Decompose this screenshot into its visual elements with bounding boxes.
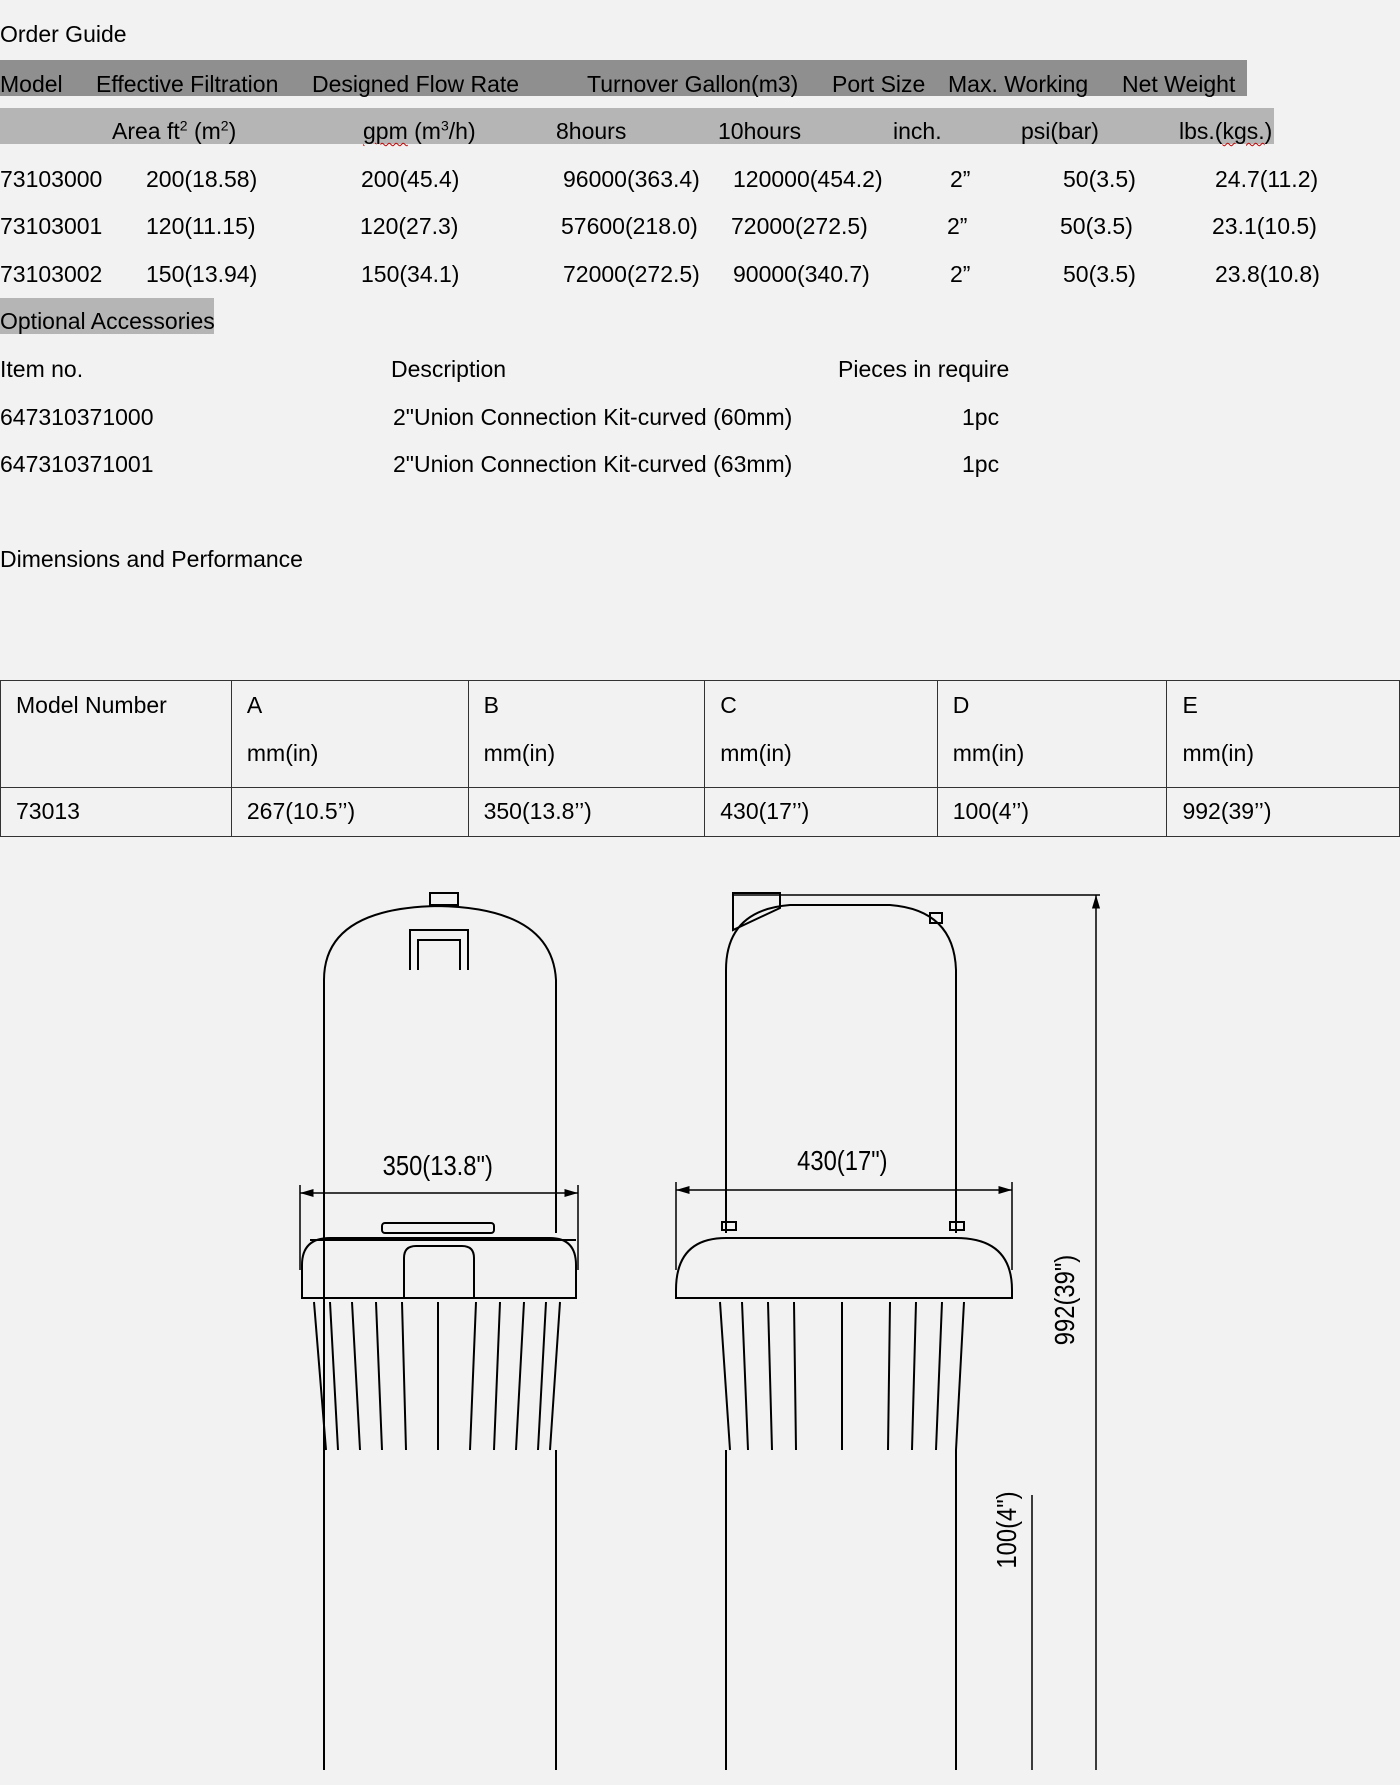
col-effective-filtration: Effective Filtration	[96, 71, 279, 97]
col-model: Model	[0, 71, 63, 97]
order-guide-title: Order Guide	[0, 21, 127, 47]
dim-col-a: A mm(in)	[231, 681, 468, 788]
turnover-10h: 72000(272.5)	[731, 213, 868, 239]
dim-a: 267(10.5’’)	[231, 788, 468, 837]
label-100: 100(4")	[990, 1491, 1023, 1569]
flow-rate: 120(27.3)	[360, 213, 459, 239]
dimensions-table	[0, 680, 1400, 837]
col-gpm-unit: gpm $(m^3/h)$	[363, 117, 476, 144]
net-weight: 23.8(10.8)	[1215, 261, 1320, 287]
col-psi: psi(bar)	[1021, 118, 1099, 144]
turnover-10h: 90000(340.7)	[733, 261, 870, 287]
item-description: 2"Union Connection Kit-curved (63mm)	[393, 451, 793, 477]
dim-col-b: B mm(in)	[468, 681, 705, 788]
dim-c: 430(17’’)	[705, 788, 938, 837]
model-number: 73103002	[0, 261, 103, 287]
max-working: 50(3.5)	[1063, 261, 1136, 287]
col-flow-rate: Designed Flow Rate	[312, 71, 520, 97]
filtration-area: 150(13.94)	[146, 261, 258, 287]
item-no: 647310371000	[0, 404, 154, 430]
turnover-8h: 72000(272.5)	[563, 261, 700, 287]
model-number: 73103000	[0, 166, 103, 192]
dimensions-row	[1, 788, 1400, 837]
dim-col-c: C mm(in)	[705, 681, 938, 788]
item-pieces: 1pc	[962, 404, 1000, 430]
flow-rate: 150(34.1)	[361, 261, 460, 287]
col-8hours: 8hours	[556, 118, 627, 144]
col-area-unit: Area $ft^2$ $(m^2)$	[112, 117, 237, 144]
col-10hours: 10hours	[718, 118, 802, 144]
turnover-8h: 57600(218.0)	[561, 213, 698, 239]
col-port-size: Port Size	[832, 71, 926, 97]
dimensions-header-row	[1, 681, 1400, 788]
label-992: 992(39")	[1048, 1254, 1081, 1346]
flow-rate: 200(45.4)	[361, 166, 460, 192]
filtration-area: 200(18.58)	[146, 166, 258, 192]
dimensions-title: Dimensions and Performance	[0, 546, 303, 572]
col-lbs: lbs.(kgs.)	[1179, 118, 1273, 144]
item-description: 2"Union Connection Kit-curved (60mm)	[393, 404, 793, 430]
col-net-weight: Net Weight	[1122, 71, 1236, 97]
dim-d: 100(4’’)	[937, 788, 1167, 837]
col-max-working: Max. Working	[948, 71, 1089, 97]
col-turnover: Turnover Gallon(m3)	[587, 71, 799, 97]
max-working: 50(3.5)	[1060, 213, 1133, 239]
label-350: 350(13.8")	[382, 1149, 493, 1182]
acc-col-pieces: Pieces in require	[838, 356, 1010, 382]
dim-col-e: E mm(in)	[1167, 681, 1400, 788]
max-working: 50(3.5)	[1063, 166, 1136, 192]
col-inch: inch.	[893, 118, 942, 144]
accessories-title: Optional Accessories	[0, 308, 215, 334]
net-weight: 23.1(10.5)	[1212, 213, 1317, 239]
side-view	[676, 893, 1012, 1770]
dimension-lines	[300, 895, 1100, 1770]
item-pieces: 1pc	[962, 451, 1000, 477]
dim-col-model: Model Number	[1, 681, 232, 788]
turnover-10h: 120000(454.2)	[733, 166, 883, 192]
item-no: 647310371001	[0, 451, 154, 477]
port-size: 2”	[950, 261, 971, 287]
dim-b: 350(13.8’’)	[468, 788, 705, 837]
acc-col-item-no: Item no.	[0, 356, 84, 382]
acc-col-description: Description	[391, 356, 507, 382]
turnover-8h: 96000(363.4)	[563, 166, 700, 192]
front-view	[302, 893, 576, 1770]
model-number: 73103001	[0, 213, 103, 239]
dim-e: 992(39’’)	[1167, 788, 1400, 837]
port-size: 2”	[947, 213, 968, 239]
filter-technical-drawing	[0, 870, 1400, 1770]
label-430: 430(17")	[797, 1144, 888, 1177]
filtration-area: 120(11.15)	[146, 213, 256, 239]
port-size: 2”	[950, 166, 971, 192]
dim-model: 73013	[1, 788, 232, 837]
dim-col-d: D mm(in)	[937, 681, 1167, 788]
net-weight: 24.7(11.2)	[1215, 166, 1319, 192]
